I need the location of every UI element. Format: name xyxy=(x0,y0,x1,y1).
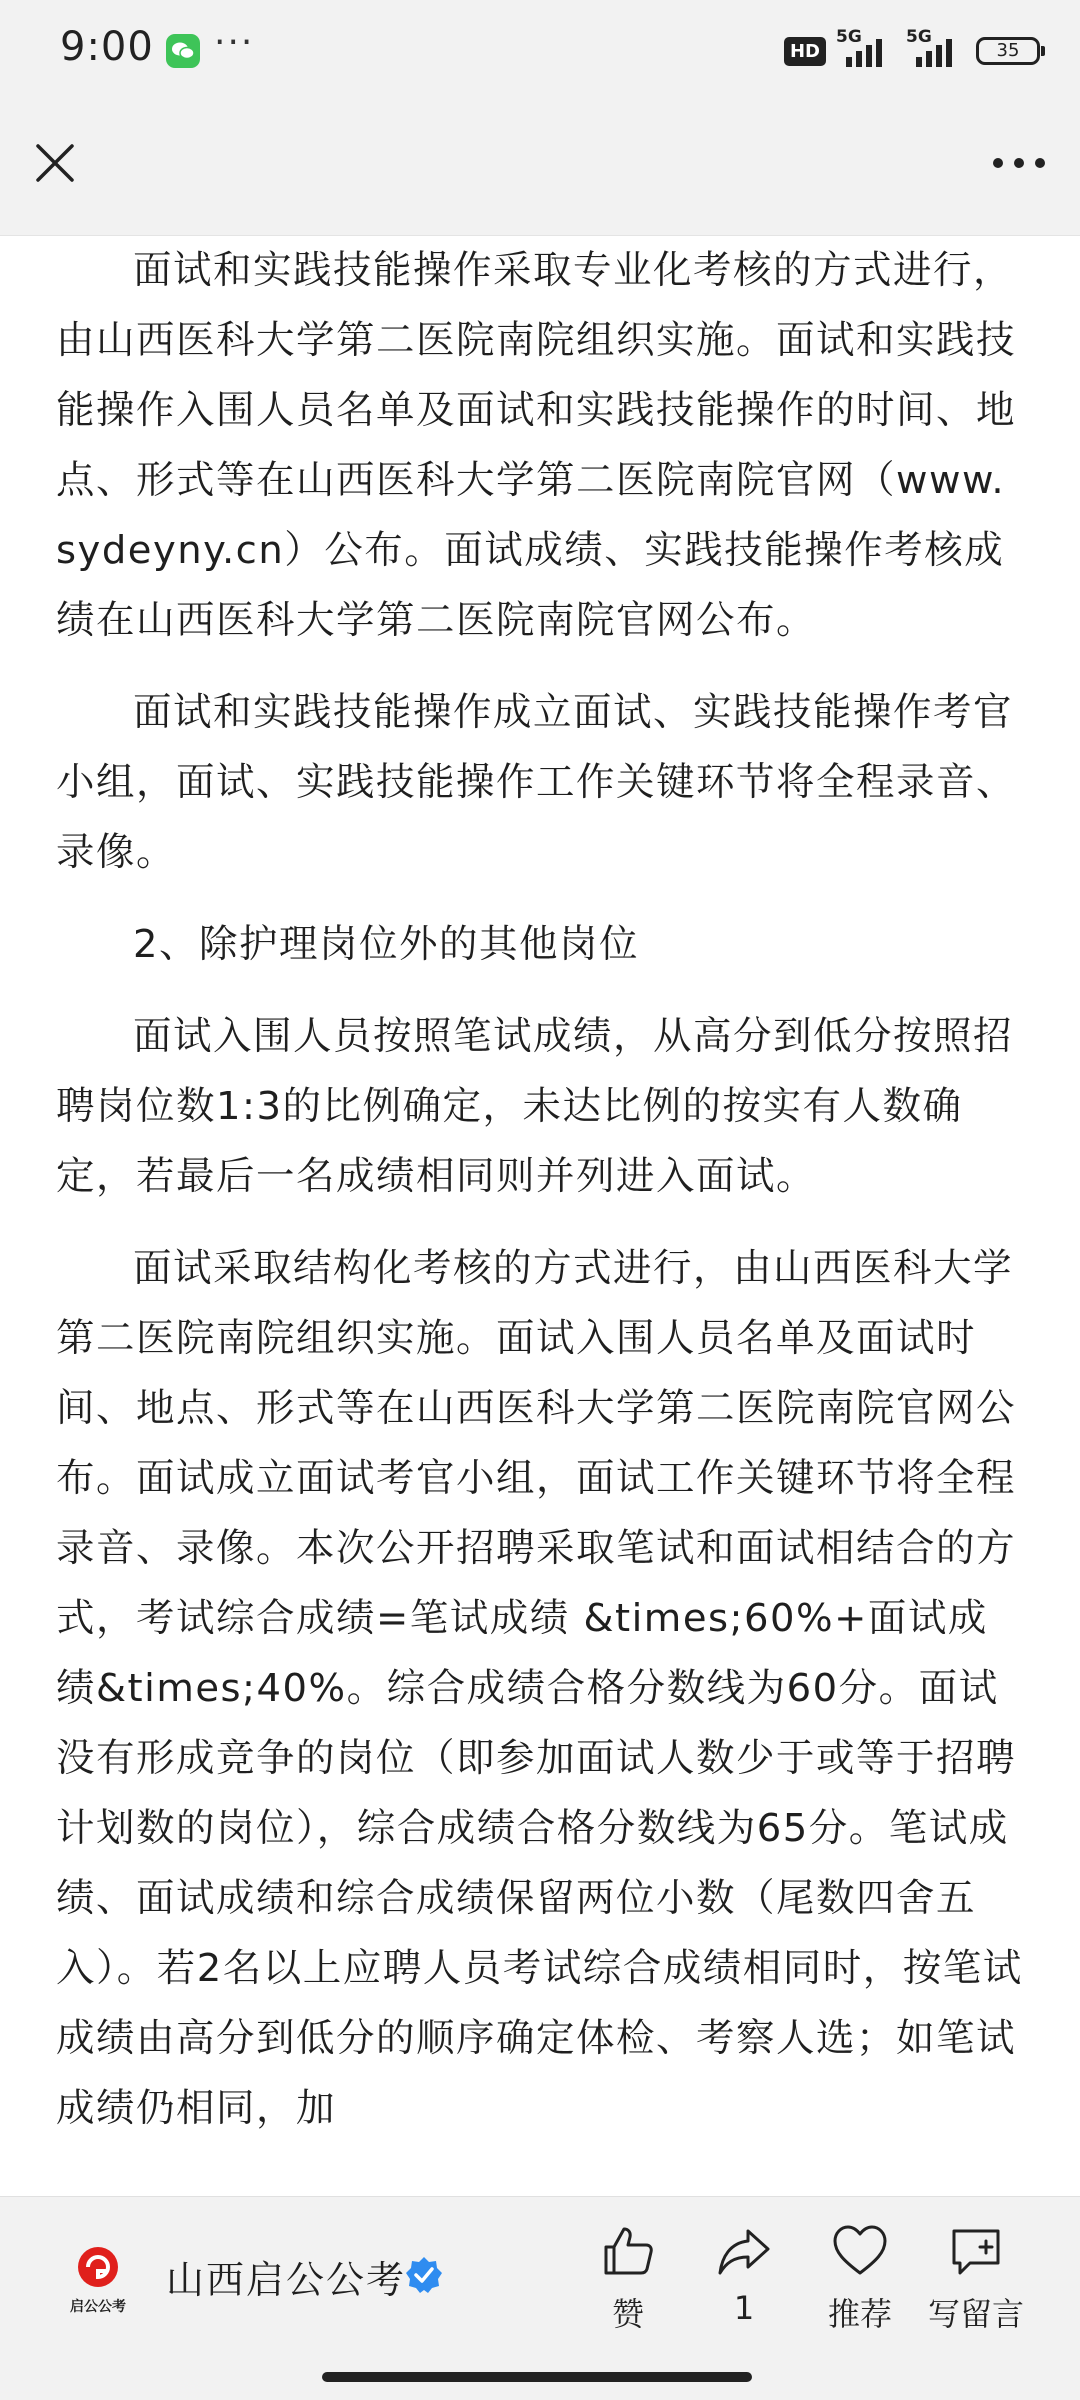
verified-badge-icon xyxy=(404,2255,444,2295)
share-button[interactable] xyxy=(684,2221,804,2341)
article-paragraph: 面试入围人员按照笔试成绩，从高分到低分按照招聘岗位数1:3的比例确定，未达比例的按实有人数确定，若最后一名成绩相同则并列进入面试。 xyxy=(56,1014,1014,1199)
signal-bar xyxy=(866,45,872,67)
gesture-bar-area xyxy=(0,2356,1080,2400)
signal-bar xyxy=(946,39,952,67)
article-body xyxy=(0,236,1080,2144)
article-paragraph: 面试采取结构化考核的方式进行，由山西医科大学第二医院南院组织实施。面试入围人员名单及面试时间、地点、形式等在山西医科大学第二医院南院官网公布。面试成立面试考官小组，面试工作关键环节将全程录音、录像。本次公开招聘采取笔试和面试相结合的方式，考试综合成绩=笔试成绩 &times;60%+面试成绩&times;40%。综合成绩合格分数线为60分。面试没有形成竞争的岗位（即参加面试人数少于或等于招聘计划数的岗位），综合成绩合格分数线为65分。笔试成绩、面试成绩和综合成绩保留两位小数（尾数四舍五入）。若2名以上应聘人员考试综合成绩相同时，按笔试成绩由高分到低分的顺序确定体检、考察人选；如笔试成绩仍相同，加 xyxy=(56,1246,1023,2131)
bottom-action-bar xyxy=(0,2196,1080,2357)
thumbs-up-icon xyxy=(598,2221,658,2281)
status-bar xyxy=(0,0,1080,100)
article-subheading: 2、除护理岗位外的其他岗位 xyxy=(133,922,639,967)
home-indicator[interactable] xyxy=(322,2372,752,2382)
share-count: 1 xyxy=(733,2289,755,2327)
recommend-button[interactable] xyxy=(800,2221,920,2341)
signal-bar xyxy=(936,45,942,67)
like-label: 赞 xyxy=(611,2295,644,2333)
signal-bar xyxy=(876,39,882,67)
article-content[interactable] xyxy=(0,236,1080,2196)
heart-icon xyxy=(830,2221,890,2281)
signal-icon xyxy=(906,27,966,71)
top-nav-bar xyxy=(0,100,1080,236)
signal-bar xyxy=(916,57,922,67)
network-type: 5G xyxy=(836,27,862,47)
network-type: 5G xyxy=(906,27,932,47)
status-indicators xyxy=(784,28,1040,74)
signal-bar xyxy=(926,51,932,67)
close-icon[interactable] xyxy=(30,138,80,188)
write-comment-button[interactable] xyxy=(916,2221,1036,2341)
article-paragraph: 面试和实践技能操作采取专业化考核的方式进行，由山西医科大学第二医院南院组织实施。面试和实践技能操作入围人员名单及面试和实践技能操作的时间、地点、形式等在山西医科大学第二医院南院官网（www.sydeyny.cn）公布。面试成绩、实践技能操作考核成绩在山西医科大学第二医院南院官网公布。 xyxy=(56,248,1017,643)
write-comment-label: 写留言 xyxy=(927,2295,1024,2333)
like-button[interactable] xyxy=(568,2221,688,2341)
signal-bar xyxy=(846,57,852,67)
status-time: 9:00 xyxy=(60,24,154,70)
more-options-icon[interactable] xyxy=(984,138,1054,188)
battery-icon: 35 xyxy=(976,37,1040,65)
wechat-notification-icon xyxy=(166,34,200,68)
signal-bar xyxy=(856,51,862,67)
account-name[interactable]: 山西启公公考 xyxy=(166,2258,407,2302)
signal-icon xyxy=(836,27,896,71)
share-icon xyxy=(714,2221,774,2281)
status-more-notifications: ··· xyxy=(214,22,255,63)
account-logo[interactable] xyxy=(58,2241,138,2315)
hd-badge: HD xyxy=(784,37,826,66)
recommend-label: 推荐 xyxy=(827,2295,892,2333)
comment-icon xyxy=(946,2221,1006,2281)
article-paragraph: 面试和实践技能操作成立面试、实践技能操作考官小组，面试、实践技能操作工作关键环节将全程录音、录像。 xyxy=(56,690,1017,875)
account-logo-text: 启公公考 xyxy=(70,2299,126,2315)
